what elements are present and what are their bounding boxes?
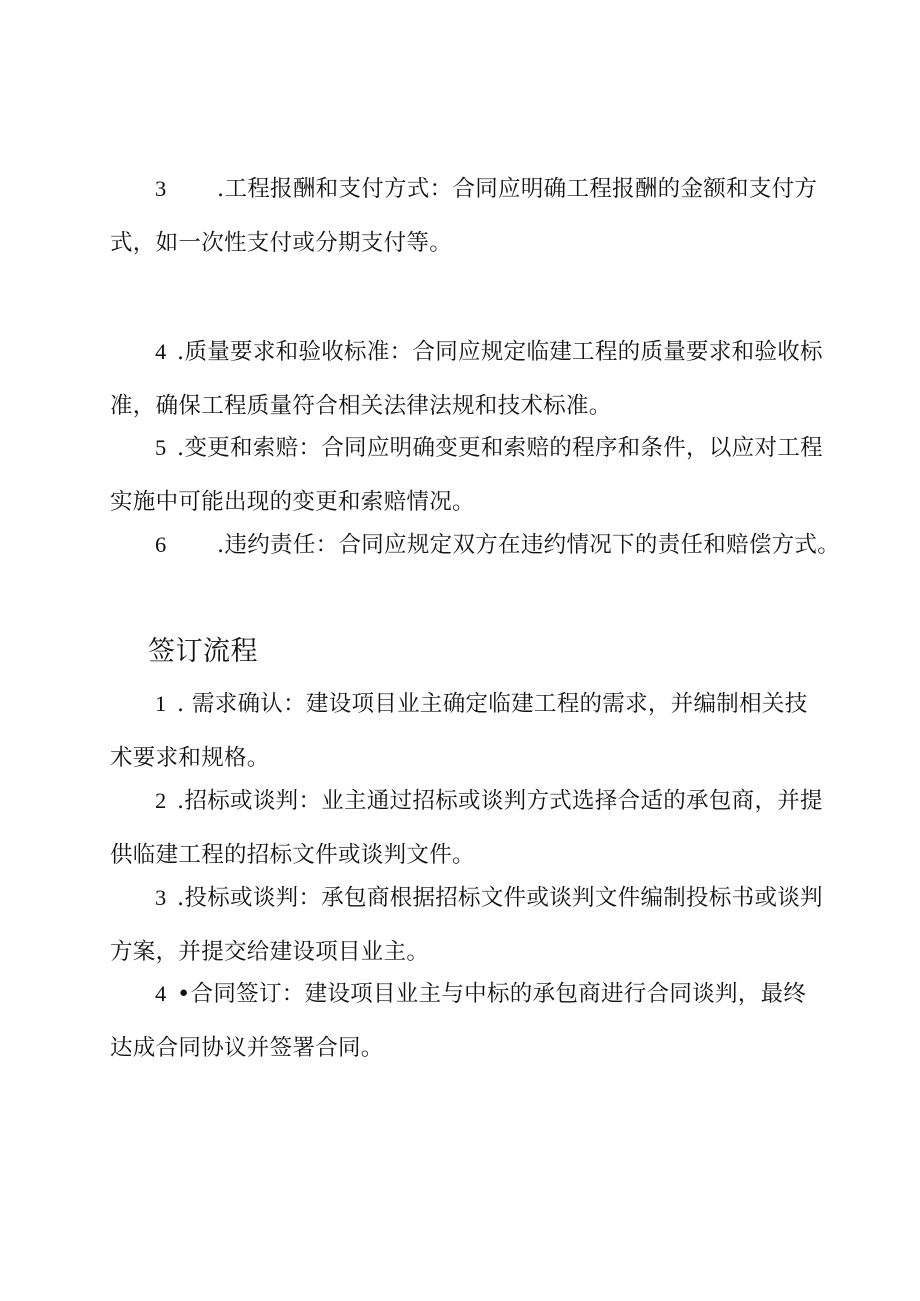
clause-4-quality: [110, 325, 822, 433]
step-number: 2: [155, 788, 167, 813]
step-text-line-2: 方案，并提交给建设项目业主。: [110, 939, 430, 965]
step-number: 1: [155, 691, 167, 716]
step-text-line-2: 术要求和规格。: [110, 745, 270, 771]
step-number: 3: [155, 885, 167, 910]
step-4-signing: [110, 967, 822, 1075]
clause-text-line-1: .违约责任：合同应规定双方在违约情况下的责任和赔偿方式。: [217, 532, 841, 558]
step-3-tender: [110, 871, 822, 979]
section-heading: 签订流程: [148, 636, 258, 667]
step-text-line-2: 供临建工程的招标文件或谈判文件。: [110, 842, 475, 868]
clause-text-line-2: 实施中可能出现的变更和索赔情况。: [110, 489, 475, 515]
clause-text-line-1: .质量要求和验收标准：合同应规定临建工程的质量要求和验收标: [177, 339, 823, 365]
step-1-requirements: [110, 677, 822, 785]
step-2-bidding: [110, 774, 822, 882]
clause-number: 3: [155, 176, 167, 201]
clause-number: 6: [155, 532, 167, 557]
step-text-line-2: 达成合同协议并签署合同。: [110, 1035, 384, 1061]
step-text-line-1: . 需求确认：建设项目业主确定临建工程的需求，并编制相关技: [177, 691, 808, 717]
clause-text-line-1: .变更和索赔：合同应明确变更和索赔的程序和条件，以应对工程: [177, 435, 823, 461]
clause-number: 5: [155, 435, 167, 460]
clause-6-breach: [110, 518, 841, 572]
step-text-line-1: .招标或谈判：业主通过招标或谈判方式选择合适的承包商，并提: [177, 788, 823, 814]
clause-5-change-claims: [110, 421, 822, 529]
step-number: 4: [155, 981, 167, 1006]
clause-3-payment: [110, 162, 822, 270]
step-text-line-1: .投标或谈判：承包商根据招标文件或谈判文件编制投标书或谈判: [177, 885, 823, 911]
clause-number: 4: [155, 339, 167, 364]
clause-text-line-1: .工程报酬和支付方式：合同应明确工程报酬的金额和支付方: [217, 176, 818, 202]
clause-text-line-2: 准，确保工程质量符合相关法律法规和技术标准。: [110, 393, 612, 419]
step-text-line-1: •合同签订：建设项目业主与中标的承包商进行合同谈判，最终: [177, 981, 807, 1007]
clause-text-line-2: 式，如一次性支付或分期支付等。: [110, 230, 453, 256]
